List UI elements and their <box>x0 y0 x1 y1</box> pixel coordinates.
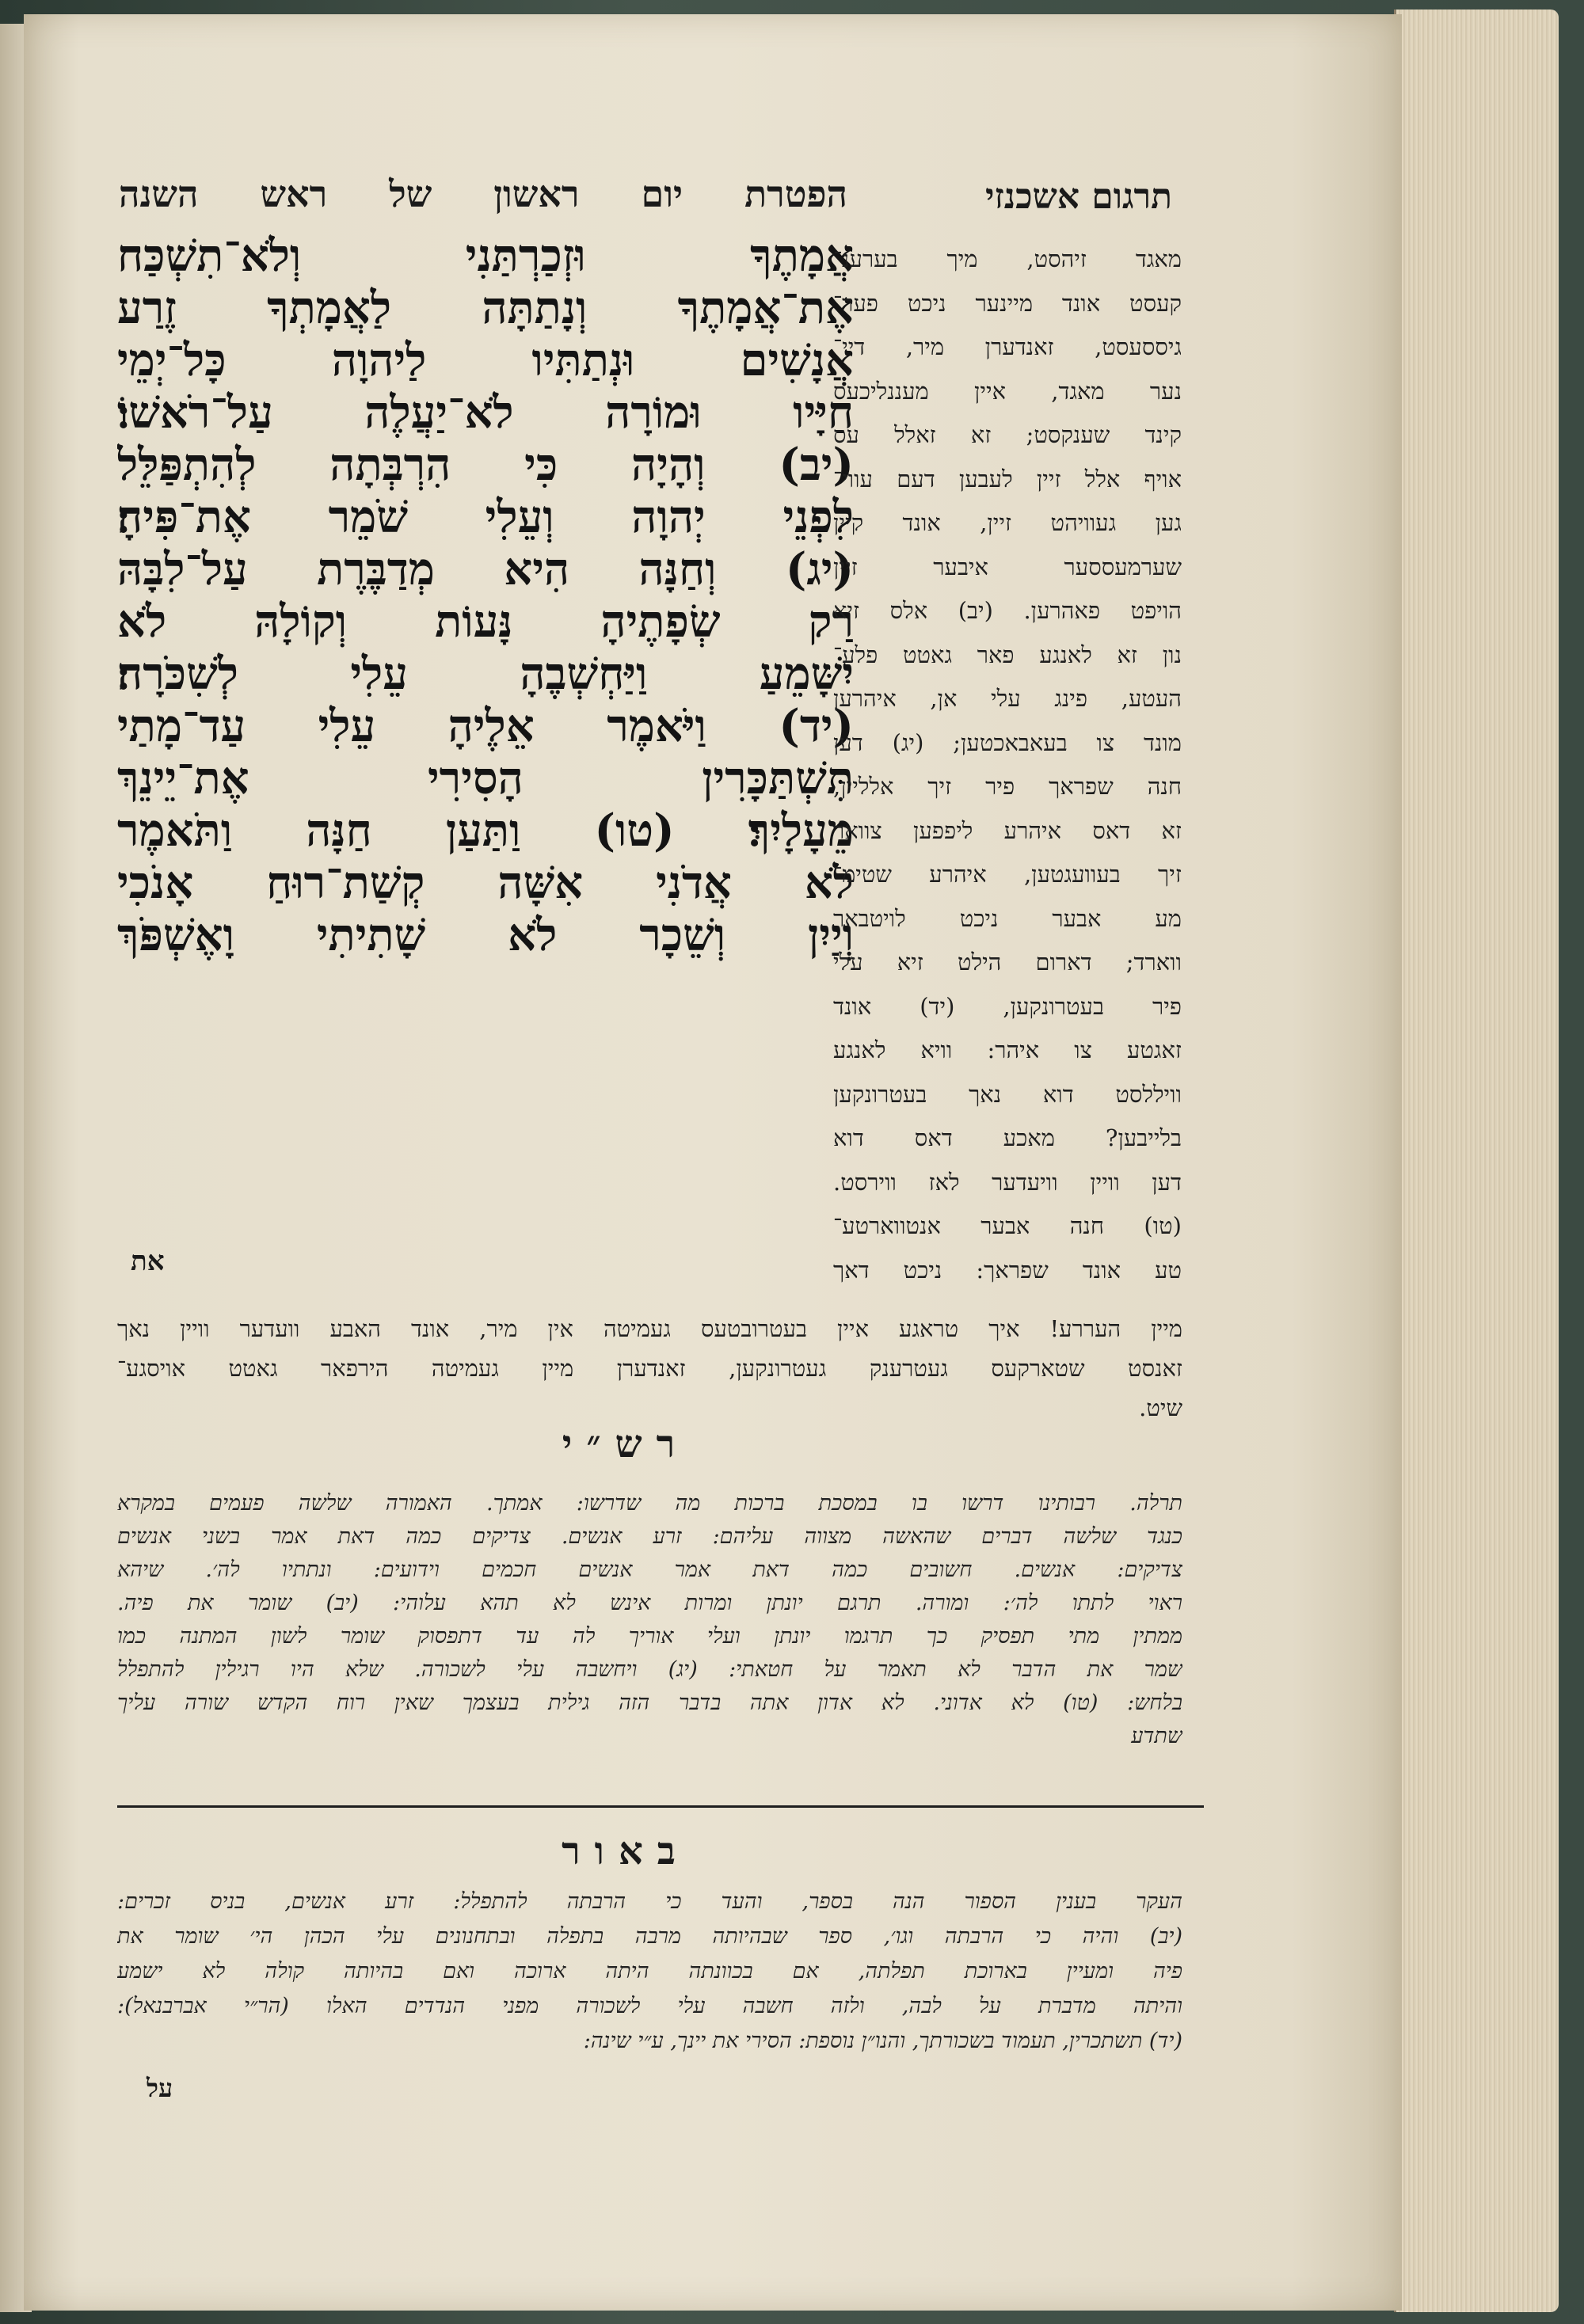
main-text-line: (יד) וַיֹּאמֶר אֵלֶיהָ עֵלִי עַד־מָתַי <box>117 700 854 752</box>
biur-line: (יד) תשתכרין, תעמוד בשכורתך, והנו״ן נוספת: הסירי את יינך, ע״י שינה: <box>583 2029 1182 2053</box>
rashi-line: בלחש: (טו) לא אדוני. לא אדון אתה בדבר הזה גילית בעצמך שאין רוח הקדש שורה עליך <box>117 1691 1182 1715</box>
targum-full-line: מיין העררע! איך טראגע איין בעטרובטעס געמיטה אין מיר, אונד האבע וועדער וויין נאך <box>117 1315 1182 1342</box>
targum-line: זיך בעוועגטען, איהרע שטימ־ <box>833 861 1182 888</box>
biur-line: (יב) והיה כי הרבתה וגו׳, ספר שבהיותה מרבה בתפלה ובתחנונים עלי הכהן הי׳ שומר את <box>117 1924 1182 1949</box>
main-text-line: לֹא אֲדֹנִי אִשָּׁה קְשַׁת־רוּחַ אָנֹכִי <box>117 857 854 909</box>
main-text-line: תִּשְׁתַּכָּרִין הָסִירִי אֶת־יֵינֵךְ <box>117 752 854 804</box>
targum-line: נער מאגד, איין מעננליכעס <box>833 377 1182 405</box>
main-text-line: וְיַיִן וְשֵׁכָר לֹא שָׁתִיתִי וָאֶשְׁפֹּךְ <box>117 909 854 961</box>
main-text-line: (יב) וְהָיָה כִּי הִרְבְּתָה לְהִתְפַּלֵּל <box>117 439 854 491</box>
biur-line: פיה ומעיין בארוכת תפלתה, אם בכוונתה היתה ארוכה ואם בהיותה קולה לא ישמע <box>117 1959 1182 1984</box>
targum-line: ווארד; דארום הילט זיא עלי <box>833 949 1182 976</box>
targum-line: דען וויין וויעדער לאז ווירסט. <box>833 1168 1182 1196</box>
targum-full-width <box>117 1309 1182 1428</box>
main-text-line: לִפְנֵי יְהוָה וְעֵלִי שֹׁמֵר אֶת־פִּיהָ׃ <box>117 491 854 543</box>
targum-line: חנה שפראך פיר זיך אלליין, <box>833 773 1182 800</box>
targum-line: קינד שענקסט; זא זאלל עס <box>833 421 1182 448</box>
targum-line: גען געוויהט זיין, אונד קיין <box>833 509 1182 536</box>
targum-line: אויף אלל זיין לעבען דעם עווי־ <box>833 465 1182 493</box>
targum-line: פיר בעטרונקען, (יד) אונד <box>833 992 1182 1020</box>
rashi-commentary <box>117 1487 1182 1753</box>
rashi-line: צדיקים: אנשים. חשובים כמה דאת אמר אנשים חכמים וידועים: ונתתיו לה׳. שיהא <box>117 1558 1182 1582</box>
targum-full-line: זאנסט שטארקעס געטרענק געטרונקען, זאנדערן מיין געמיטה הירפאר גאטט אויסגע־ <box>117 1355 1182 1382</box>
main-text-line: אֶת־אֲמָתֶךָ וְנָתַתָּה לַאֲמָתְךָ זֶרַע <box>117 282 854 334</box>
haftarah-heading: הפטרת יום ראשון של ראש השנה <box>119 173 847 215</box>
book-page-edges <box>1394 10 1559 2312</box>
biur-commentary <box>117 1885 1182 2059</box>
targum-line: (טו) חנה אבער אנטווארטע־ <box>833 1212 1182 1239</box>
targum-line: מע אבער ניכט לויטבאר <box>833 904 1182 932</box>
rashi-line: כנגד שלשה דברים שהאשה מצווה עליהם: זרע אנשים. צדיקים כמה דאת אמר בשני אנשים <box>117 1524 1182 1549</box>
targum-line: מונד צו בעאבאכטען; (יג) דען <box>833 728 1182 756</box>
targum-line: וויללסט דוא נאך בעטרונקען <box>833 1080 1182 1108</box>
targum-line: זא דאס איהרע ליפפען צוואר <box>833 816 1182 844</box>
targum-line: הויפט פאהרען. (יב) אלס זיא <box>833 597 1182 624</box>
targum-line: גיססעסט, זאנדערן מיר, דיי־ <box>833 333 1182 360</box>
targum-heading: תרגום אשכנזי <box>984 177 1172 217</box>
catchword-bottom: על <box>147 2073 173 2103</box>
targum-line: בלייבען? מאכע דאס דוא <box>833 1124 1182 1151</box>
targum-column <box>833 238 1182 1292</box>
main-text-line: אֲנָשִׁים וּנְתַתִּיו לַיהוָה כָּל־יְמֵי <box>117 334 854 386</box>
targum-line: נון זא לאנגע פאר גאטט פלע־ <box>833 641 1182 668</box>
rashi-line: שתדע <box>1131 1724 1182 1748</box>
main-text-line: חַיָּיו וּמוֹרָה לֹא־יַעֲלֶה עַל־רֹאשׁוֹ׃ <box>117 386 854 439</box>
biur-heading: באור <box>562 1829 690 1873</box>
main-text-line: מֵעָלָיִךְ׃ (טו) וַתַּעַן חַנָּה וַתֹּאמֶר <box>117 804 854 857</box>
targum-line: שערמעססער איבער זיין <box>833 553 1182 580</box>
targum-line: קעסט אונד מיינער ניכט פער־ <box>833 289 1182 317</box>
rashi-line: ראוי לתתו לה׳: ומורה. תרגם יונתן ומרות אינש לא תהא עלוהי: (יב) שומר את פיה. <box>117 1591 1182 1615</box>
biur-line: והיתה מדברת על לבה, ולזה חשבה עלי לשכורה מפני הנדדים האלו (הר״י אברבנאל): <box>117 1994 1182 2018</box>
rashi-line: שמר את הדבר לא תאמר על חטאתי: (יג) ויחשבה עלי לשכורה. שלא היו רגילין להתפלל <box>117 1657 1182 1682</box>
targum-line: זאגטע צו איהר: וויא לאנגע <box>833 1036 1182 1063</box>
catchword-main: את <box>131 1246 165 1277</box>
main-text-line: רַק שְׂפָתֶיהָ נָּעוֹת וְקוֹלָהּ לֹא <box>117 595 854 648</box>
book-page <box>24 14 1402 2311</box>
rashi-line: תרלה. רבותינו דרשו בו במסכת ברכות מה שדרשו: אמתך. האמורה שלשה פעמים במקרא <box>117 1491 1182 1516</box>
targum-line: מאגד זיהסט, מיך בערענ־ <box>833 245 1182 272</box>
biur-line: העקר בענין הספור הנה בספר, והעד כי הרבתה להתפלל: זרע אנשים, בניס זכרים: <box>117 1889 1182 1914</box>
hebrew-main-text <box>117 230 854 961</box>
section-divider <box>117 1805 1204 1808</box>
targum-full-line: שיט. <box>1139 1394 1182 1421</box>
targum-line: העטע, פינג עלי אן, איהרען <box>833 685 1182 712</box>
main-text-line: אֲמָתֶךָ וּזְכַרְתַּנִי וְלֹא־תִשְׁכַּח <box>117 230 854 282</box>
rashi-line: ממתין מתי תפסיק כך תרגמו יונתן ועלי אוריך לה עד דתפסוק שומר לשון המתנה כמו <box>117 1624 1182 1649</box>
main-text-line: (יג) וְחַנָּה הִיא מְדַבֶּרֶת עַל־לִבָּהּ <box>117 543 854 595</box>
targum-line: טע אונד שפראך: ניכט דאך <box>833 1256 1182 1284</box>
rashi-heading: רש״י <box>562 1422 690 1466</box>
main-text-line: יִשָּׁמֵעַ וַיַּחְשְׁבֶהָ עֵלִי לְשִׁכֹּרָה׃ <box>117 648 854 700</box>
